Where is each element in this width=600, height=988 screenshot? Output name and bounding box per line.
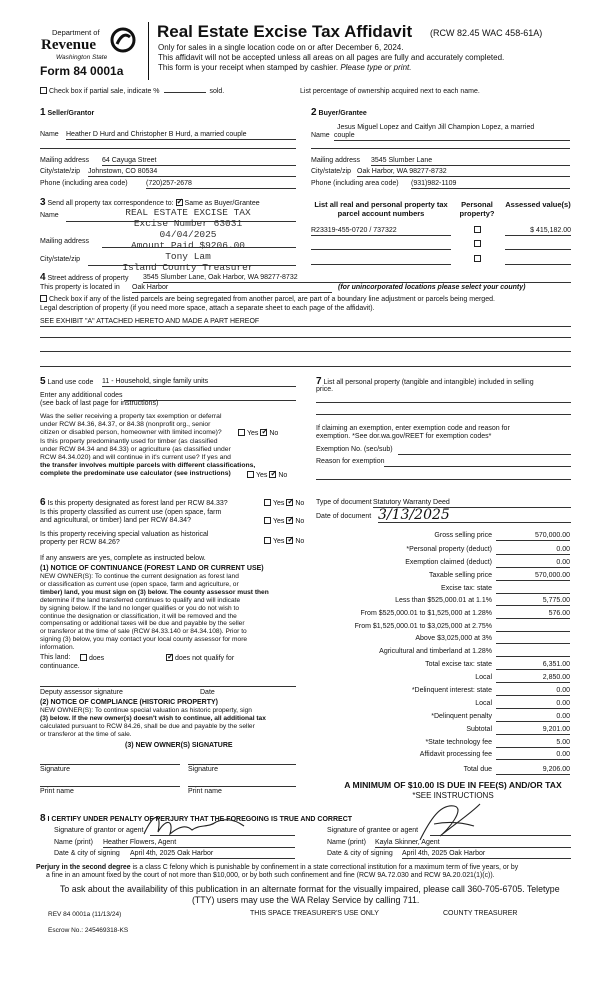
seller-name-field[interactable]: Heather D Hurd and Christopher B Hurd, a married couple <box>66 131 296 140</box>
fee-value[interactable]: 0.00 <box>496 559 570 568</box>
buyer-city-field[interactable]: Oak Harbor, WA 98277-8732 <box>357 168 570 177</box>
owner-signature-label-1: Signature <box>40 766 70 773</box>
seller-phone-label: Phone (including area code) <box>40 180 128 187</box>
owner-print-label-1: Print name <box>40 788 74 795</box>
fee-row <box>318 532 570 543</box>
notice-continuance-text: NEW OWNER(S): To continue the current designation as forest land or classification as current use (open space, farm and agriculture, or timber) land, you must sign on (3) below. The county assessor must then determine if the land transferred continues to qualify and will indicate by signing below. If the land no longer qualifies or you do not wish to continue the designation or classification, it will be removed and the compensating or additional taxes will be due and payable by the seller or transferor at the time of sale (RCW 84.33.140 or 84.34.108). Prior to signing (3) below, you may contact your local county assessor for more information. <box>40 573 269 652</box>
does-qualify-checkbox[interactable] <box>80 654 87 661</box>
buyer-city-label: City/state/zip <box>311 168 352 175</box>
legal-description-label: Legal description of property (if you need more space, attach a separate sheet to each page of the affidavit). <box>40 305 375 312</box>
buyer-phone-field[interactable]: (931)982-1109 <box>411 180 570 189</box>
document-type-label: Type of document <box>316 499 372 506</box>
document-date-label: Date of document <box>316 513 372 520</box>
buyer-address-field[interactable]: 3545 Slumber Lane <box>371 157 570 166</box>
fee-value[interactable] <box>496 648 570 657</box>
seller-address-label: Mailing address <box>40 157 90 164</box>
located-in-field[interactable]: Oak Harbor <box>132 284 332 293</box>
notice-compliance-title: (2) NOTICE OF COMPLIANCE (HISTORIC PROPERTY) <box>40 699 218 706</box>
if-any-note: If any answers are yes, complete as instructed below. <box>40 555 206 562</box>
fee-label: Total due <box>463 766 492 773</box>
personal-property-checkbox-1[interactable] <box>474 226 481 233</box>
deputy-date-label: Date <box>200 689 215 696</box>
forest-yes-no: Yes ✓ No <box>264 499 304 508</box>
correspondence-heading: 3 Send all property tax correspondence to: ✓ Same as Buyer/Grantee <box>40 197 260 209</box>
owner-print-label-2: Print name <box>188 788 222 795</box>
buyer-name-field[interactable]: couple <box>334 132 570 141</box>
escrow-number: Escrow No.: 245469318-KS <box>48 927 129 934</box>
land-use-code-field[interactable]: 11 - Household, single family units <box>102 378 296 387</box>
fee-label: *Delinquent penalty <box>431 713 492 720</box>
street-address-field[interactable]: 3545 Slumber Lane, Oak Harbor, WA 98277-8732 <box>143 274 571 283</box>
partial-sale-row: Check box if partial sale, indicate % sold. <box>40 87 224 96</box>
forest-yes-checkbox[interactable] <box>264 499 271 506</box>
does-not-qualify-checkbox[interactable] <box>166 654 173 661</box>
exemption-reason-label: Reason for exemption <box>316 458 385 465</box>
exemption-number-label: Exemption No. (sec/sub) <box>316 446 393 453</box>
street-address-row: 4 Street address of property <box>40 272 129 283</box>
historic-yes-no: Yes ✓ No <box>264 537 304 546</box>
assessed-value-column-header: Assessed value(s) <box>505 200 571 209</box>
fee-label: Gross selling price <box>434 532 492 539</box>
fee-row <box>318 713 570 724</box>
fee-value[interactable]: 9,206.00 <box>496 766 570 775</box>
timber-yes-no: Yes ✓ No <box>247 471 287 480</box>
fee-label: Agricultural and timberland at 1.28% <box>379 648 492 655</box>
fee-value[interactable]: 5.00 <box>496 739 570 748</box>
grantor-name-field[interactable]: Heather Flowers, Agent <box>103 839 295 848</box>
fee-value[interactable]: 0.00 <box>496 546 570 555</box>
personal-property-column-header: Personal property? <box>459 200 495 218</box>
fee-label: Local <box>475 700 492 707</box>
seller-city-label: City/state/zip <box>40 168 81 175</box>
fee-row <box>318 635 570 646</box>
timber-no-checkbox[interactable] <box>269 471 276 478</box>
buyer-name-line-1[interactable]: Jesus Miguel Lopez and Caitlyn Jill Champion Lopez, a married <box>337 124 535 131</box>
dor-emblem-icon <box>110 27 136 53</box>
current-use-no-checkbox[interactable] <box>286 517 293 524</box>
fee-value[interactable] <box>496 623 570 632</box>
fee-value[interactable] <box>496 635 570 644</box>
fee-row <box>318 597 570 608</box>
accessibility-notice-1: To ask about the availability of this publication in an alternate format for the visually impaired, please call 360-705-6705. Teletype <box>60 884 560 894</box>
parcel-number-field[interactable]: R23319-455-0720 / 737322 <box>311 227 451 236</box>
fee-value[interactable]: 0.00 <box>496 700 570 709</box>
buyer-phone-label: Phone (including area code) <box>311 180 399 187</box>
ownership-note: List percentage of ownership acquired next to each name. <box>300 88 480 95</box>
fee-row <box>318 726 570 737</box>
fee-value[interactable]: 0.00 <box>496 751 570 760</box>
historic-question-1: Is this property receiving special valuation as historical <box>40 531 209 538</box>
fee-value[interactable]: 576.00 <box>496 610 570 619</box>
fee-row <box>318 648 570 659</box>
fee-label: Exemption claimed (deduct) <box>405 559 492 566</box>
fee-row <box>318 674 570 685</box>
fee-row <box>318 610 570 621</box>
exemption-yes-no: Yes ✓ No <box>238 429 278 438</box>
seller-name-label: Name <box>40 131 59 138</box>
continuance-label: continuance. <box>40 663 80 670</box>
see-instructions-note: *SEE INSTRUCTIONS <box>412 791 494 800</box>
fee-value[interactable] <box>496 585 570 594</box>
timber-question: Is this property predominantly used for timber (as classified under RCW 84.34 and 84.33) or agriculture (as classified under RCW 84.34.020) and will continue in it's current use? If yes and the transfer involves multiple parcels with different classifications, complete the predominate use calculator (see instructions) <box>40 438 256 477</box>
forest-question: 6 Is this property designated as forest land per RCW 84.33? <box>40 497 228 508</box>
grantor-signature[interactable] <box>140 808 250 840</box>
fee-label: Taxable selling price <box>428 572 492 579</box>
legal-description-field[interactable]: SEE EXHIBIT "A" ATTACHED HERETO AND MADE A PART HEREOF <box>40 318 571 327</box>
treasurer-use-label: THIS SPACE TREASURER'S USE ONLY <box>250 910 379 917</box>
fee-row <box>318 546 570 557</box>
exemption-yes-checkbox[interactable] <box>238 429 245 436</box>
grantor-date-field[interactable]: April 4th, 2025 Oak Harbor <box>130 850 295 859</box>
header-divider <box>148 22 149 80</box>
fee-label: Local <box>475 674 492 681</box>
fee-row <box>318 572 570 583</box>
does-not-option: ✓ does not qualify for <box>166 654 234 663</box>
form-revision: REV 84 0001a (11/13/24) <box>48 911 122 918</box>
fee-value[interactable]: 570,000.00 <box>496 532 570 541</box>
fee-row <box>318 687 570 698</box>
deputy-signature-label: Deputy assessor signature <box>40 689 123 696</box>
fee-row <box>318 661 570 672</box>
document-type-field[interactable]: Statutory Warranty Deed <box>373 499 571 508</box>
certify-statement: 8 I CERTIFY UNDER PENALTY OF PERJURY THAT THE FOREGOING IS TRUE AND CORRECT <box>40 813 353 824</box>
fee-value[interactable]: 5,775.00 <box>496 597 570 606</box>
fee-label: *Delinquent interest: state <box>411 687 492 694</box>
current-use-question-1: Is this property classified as current use (open space, farm <box>40 509 222 516</box>
seller-city-field[interactable]: Johnstown, CO 80534 <box>88 168 296 177</box>
personal-property-heading: 7 List all personal property (tangible and intangible) included in selling <box>316 376 534 387</box>
dept-label: Department of <box>52 28 100 37</box>
grantor-signature-label: Signature of grantor or agent <box>54 827 144 834</box>
header-line-1: Only for sales in a single location code on or after December 6, 2024. <box>158 43 404 52</box>
partial-sale-checkbox[interactable] <box>40 87 47 94</box>
fee-label: From $1,525,000.01 to $3,025,000 at 2.75% <box>354 623 492 630</box>
buyer-name-label: Name <box>311 132 330 139</box>
revenue-wordmark: Revenue <box>41 37 96 53</box>
current-use-yes-checkbox[interactable] <box>264 517 271 524</box>
fee-value[interactable]: 6,351.00 <box>496 661 570 670</box>
header-line-2: This affidavit will not be accepted unless all areas on all pages are fully and accurately completed. <box>158 53 505 62</box>
current-use-question-2: and agricultural, or timber) land per RCW 84.34? <box>40 517 191 524</box>
correspondence-address-label: Mailing address <box>40 238 90 245</box>
state-label: Washington State <box>56 54 108 61</box>
seller-phone-field[interactable]: (720)257-2678 <box>146 180 296 189</box>
exemption-claim-text-1: If claiming an exemption, enter exemption code and reason for <box>316 425 510 432</box>
exemption-no-checkbox[interactable] <box>260 429 267 436</box>
timber-yes-checkbox[interactable] <box>247 471 254 478</box>
seller-heading: 1 Seller/Grantor <box>40 107 95 118</box>
fee-value[interactable]: 570,000.00 <box>496 572 570 581</box>
fee-row <box>318 585 570 596</box>
buyer-heading: 2 Buyer/Grantee <box>311 107 367 118</box>
personal-property-checkbox-2[interactable] <box>474 240 481 247</box>
grantee-name-field[interactable]: Kayla Skinner, Agent <box>375 839 571 848</box>
this-land-label: This land: <box>40 654 71 661</box>
fee-label: Subtotal <box>466 726 492 733</box>
grantee-name-label: Name (print) <box>327 839 366 846</box>
exemption-claim-text-2: exemption. *See dor.wa.gov/REET for exemption codes* <box>316 433 492 440</box>
new-owner-signature-title: (3) NEW OWNER(S) SIGNATURE <box>125 742 233 749</box>
segregation-checkbox[interactable] <box>40 295 47 302</box>
fee-row <box>318 766 570 777</box>
fee-value[interactable]: 0.00 <box>496 687 570 696</box>
perjury-notice-1: Perjury in the second degree is a class C felony which is punishable by confinement in a state correctional institution for a maximum term of five years, or by <box>36 864 519 871</box>
treasurer-receipt-stamp: REAL ESTATE EXCISE TAX Excise Number 63031 04/04/2025 Amount Paid $9206.00 Tony Lam Island County Treasurer <box>122 207 254 273</box>
correspondence-city-label: City/state/zip <box>40 256 81 263</box>
grantee-signature-label: Signature of grantee or agent <box>327 827 419 834</box>
notice-continuance-title: (1) NOTICE OF CONTINUANCE (FOREST LAND OR CURRENT USE) <box>40 565 264 572</box>
grantee-date-label: Date & city of signing <box>327 850 393 857</box>
historic-yes-checkbox[interactable] <box>264 537 271 544</box>
historic-no-checkbox[interactable] <box>286 537 293 544</box>
header-line-3: This form is your receipt when stamped by cashier. Please type or print. <box>158 63 412 72</box>
parcel-column-header: List all real and personal property tax parcel account numbers <box>314 200 448 218</box>
fee-label: From $525,000.01 to $1,525,000 at 1.28% <box>360 610 492 617</box>
exemption-question: Was the seller receiving a property tax exemption or deferral under RCW 84.36, 84.37, or 84.38 (nonprofit org., senior citizen or disabled person, homeowner with limited income)? <box>40 413 222 436</box>
personal-property-checkbox-3[interactable] <box>474 255 481 262</box>
fee-label: *State technology fee <box>425 739 492 746</box>
owner-signature-label-2: Signature <box>188 766 218 773</box>
historic-question-2: property per RCW 84.26? <box>40 539 120 546</box>
fee-value[interactable]: 0.00 <box>496 713 570 722</box>
assessed-value-field[interactable]: $ 415,182.00 <box>505 227 571 236</box>
grantee-date-field[interactable]: April 4th, 2025 Oak Harbor <box>402 850 571 859</box>
fee-label: Less than $525,000.01 at 1.1% <box>395 597 492 604</box>
fee-value[interactable]: 2,850.00 <box>496 674 570 683</box>
grantor-name-label: Name (print) <box>54 839 93 846</box>
partial-percent-field[interactable] <box>164 92 206 93</box>
perjury-notice-2: a fine in an amount fixed by the court of not more than $10,000, or by both such confinement and fine (RCW 9A.72.030 and RCW 9A.20.021(1)(c)). <box>46 872 495 879</box>
additional-codes-note: (see back of last page for instructions) <box>40 400 159 407</box>
fee-label: Above $3,025,000 at 3% <box>415 635 492 642</box>
seller-address-field[interactable]: 64 Cayuga Street <box>102 157 296 166</box>
land-use-row: 5 Land use code <box>40 376 94 387</box>
fee-label: *Personal property (deduct) <box>406 546 492 553</box>
fee-row <box>318 751 570 762</box>
form-number: Form 84 0001a <box>40 64 124 78</box>
document-date-field[interactable]: 3/13/2025 <box>378 507 571 523</box>
accessibility-notice-2: (TTY) users may use the WA Relay Service by calling 711. <box>192 895 420 905</box>
notice-compliance-text: NEW OWNER(S): To continue special valuation as historic property, sign (3) below. If the new owner(s) doesn't wish to continue, all additional tax calculated pursuant to RCW 84.26, shall be due and payable by the seller or transferor at the time of sale. <box>40 707 266 738</box>
fee-row <box>318 700 570 711</box>
personal-property-heading-2: price. <box>316 386 334 393</box>
same-as-buyer-checkbox[interactable] <box>176 199 183 206</box>
additional-codes-label: Enter any additional codes <box>40 392 123 399</box>
minimum-due-notice: A MINIMUM OF $10.00 IS DUE IN FEE(S) AND/OR TAX <box>344 780 562 790</box>
buyer-address-label: Mailing address <box>311 157 361 164</box>
segregation-row: Check box if any of the listed parcels are being segregated from another parcel, are part of a boundary line adjustment or parcels being merged. <box>40 295 495 304</box>
fee-row <box>318 739 570 750</box>
located-in-label: This property is located in <box>40 284 120 291</box>
fee-label: Total excise tax: state <box>425 661 492 668</box>
grantor-date-label: Date & city of signing <box>54 850 120 857</box>
fee-label: Affidavit processing fee <box>419 751 492 758</box>
unincorporated-note: (for unincorporated locations please select your county) <box>338 284 526 291</box>
current-use-yes-no: Yes ✓ No <box>264 517 304 526</box>
fee-label: Excise tax: state <box>441 585 492 592</box>
correspondence-name-label: Name <box>40 212 59 219</box>
forest-no-checkbox[interactable] <box>286 499 293 506</box>
fee-row <box>318 559 570 570</box>
rcw-reference: (RCW 82.45 WAC 458-61A) <box>430 28 543 38</box>
fee-row <box>318 623 570 634</box>
form-title: Real Estate Excise Tax Affidavit <box>157 22 413 41</box>
fee-value[interactable]: 9,201.00 <box>496 726 570 735</box>
does-option: does <box>80 654 104 663</box>
county-treasurer-label: COUNTY TREASURER <box>443 910 518 917</box>
